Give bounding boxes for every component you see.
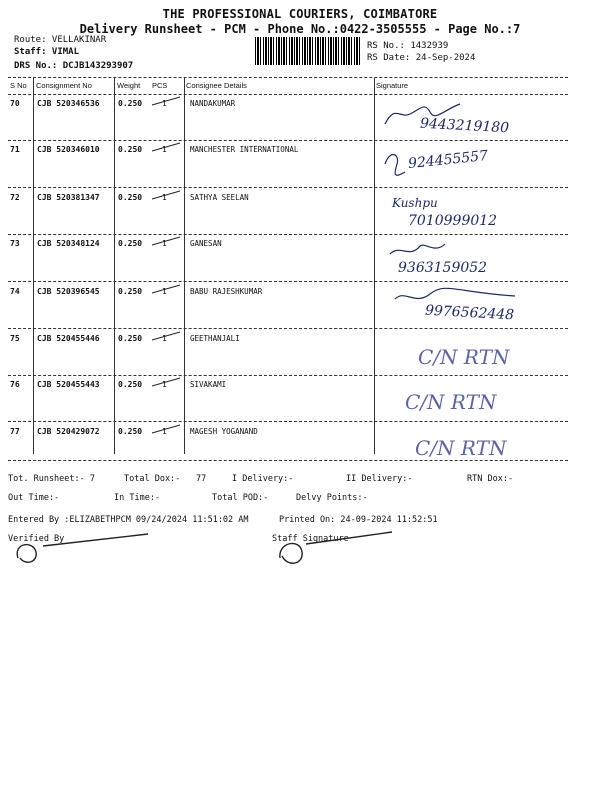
- row-pcs: 1: [162, 287, 167, 296]
- row-weight: 0.250: [118, 427, 143, 436]
- row-consignment: CJB 520346010: [37, 145, 100, 154]
- col-pcs: PCS: [152, 81, 168, 90]
- row-sno: 72: [10, 193, 20, 202]
- col-divider: [33, 78, 34, 454]
- row-consignment: CJB 520396545: [37, 287, 100, 296]
- total-dox-value: 77: [196, 474, 207, 484]
- return-note: C/N RTN: [418, 345, 510, 369]
- col-signature: Signature: [376, 81, 409, 90]
- printed-on: Printed On: 24-09-2024 11:52:51: [279, 515, 438, 525]
- table-bottom-rule: [8, 460, 568, 461]
- total-runsheet: Tot. Runsheet:- 7: [8, 474, 95, 484]
- row-consignment: CJB 520429072: [37, 427, 100, 436]
- return-note: C/N RTN: [415, 436, 507, 460]
- row-pcs: 1: [162, 380, 167, 389]
- company-title: THE PROFESSIONAL COURIERS, COIMBATORE: [162, 7, 438, 21]
- row-consignee: NANDAKUMAR: [190, 99, 236, 108]
- signature-name: Kushpu: [392, 196, 438, 210]
- pcs-ticks: [150, 95, 184, 445]
- row-weight: 0.250: [118, 287, 143, 296]
- staff-signature-stroke: [272, 528, 402, 573]
- row-sno: 74: [10, 287, 20, 296]
- col-sno: S No: [10, 81, 27, 90]
- row-consignee: MAGESH YOGANAND: [190, 427, 258, 436]
- signature-scribbles: [375, 84, 575, 454]
- col-weight: Weight: [117, 81, 141, 90]
- signature-phone: 7010999012: [408, 213, 498, 229]
- out-time: Out Time:-: [8, 493, 60, 503]
- row-sno: 71: [10, 145, 20, 154]
- row-consignee: GANESAN: [190, 239, 222, 248]
- total-pod: Total POD:-: [212, 493, 269, 503]
- rs-number: RS No.: 1432939: [367, 41, 449, 51]
- delivery-points: Delvy Points:-: [296, 493, 368, 503]
- row-consignment: CJB 520455446: [37, 334, 100, 343]
- signature-phone: 9976562448: [424, 302, 515, 324]
- row-weight: 0.250: [118, 193, 143, 202]
- row-pcs: 1: [162, 193, 167, 202]
- row-pcs: 1: [162, 427, 167, 436]
- return-note: C/N RTN: [405, 390, 497, 414]
- row-weight: 0.250: [118, 334, 143, 343]
- row-consignment: CJB 520348124: [37, 239, 100, 248]
- row-consignment: CJB 520455443: [37, 380, 100, 389]
- drs-number: DRS No.: DCJB143293907: [14, 61, 134, 71]
- row-consignee: MANCHESTER INTERNATIONAL: [190, 145, 299, 154]
- route-label: Route: VELLAKINAR: [14, 35, 107, 45]
- row-consignment: CJB 520381347: [37, 193, 100, 202]
- row-pcs: 1: [162, 145, 167, 154]
- staff-signature-label: Staff Signature: [272, 534, 349, 544]
- row-weight: 0.250: [118, 145, 143, 154]
- col-consignment: Consignment No: [36, 81, 92, 90]
- total-dox-label: Total Dox:-: [124, 474, 181, 484]
- row-consignee: SATHYA SEELAN: [190, 193, 249, 202]
- row-weight: 0.250: [118, 239, 143, 248]
- rs-date: RS Date: 24-Sep-2024: [367, 53, 476, 63]
- barcode: [255, 37, 360, 65]
- row-weight: 0.250: [118, 99, 143, 108]
- row-sno: 76: [10, 380, 20, 389]
- col-consignee: Consignee Details: [186, 81, 247, 90]
- header-top-rule: [8, 77, 568, 78]
- row-pcs: 1: [162, 334, 167, 343]
- signature-phone: 9363159052: [398, 260, 488, 276]
- row-sno: 73: [10, 239, 20, 248]
- row-consignee: SIVAKAMI: [190, 380, 227, 389]
- row-sno: 75: [10, 334, 20, 343]
- signature-phone: 924455557: [407, 147, 489, 173]
- ii-delivery: II Delivery:-: [346, 474, 413, 484]
- entered-by: Entered By :ELIZABETHPCM 09/24/2024 11:51:02 AM: [8, 515, 249, 525]
- col-divider: [184, 78, 185, 454]
- staff-label: Staff: VIMAL: [14, 47, 80, 57]
- verified-signature-stroke: [8, 528, 158, 573]
- row-sno: 70: [10, 99, 20, 108]
- verified-by-label: Verified By: [8, 534, 65, 544]
- col-divider: [114, 78, 115, 454]
- row-consignee: GEETHANJALI: [190, 334, 240, 343]
- i-delivery: I Delivery:-: [232, 474, 294, 484]
- signature-phone: 9443219180: [419, 115, 510, 137]
- row-pcs: 1: [162, 239, 167, 248]
- in-time: In Time:-: [114, 493, 161, 503]
- row-weight: 0.250: [118, 380, 143, 389]
- row-pcs: 1: [162, 99, 167, 108]
- row-consignee: BABU RAJESHKUMAR: [190, 287, 263, 296]
- row-sno: 77: [10, 427, 20, 436]
- runsheet-subtitle: Delivery Runsheet - PCM - Phone No.:0422-3505555 - Page No.:7: [79, 22, 521, 36]
- row-consignment: CJB 520346536: [37, 99, 100, 108]
- rtn-dox: RTN Dox:-: [467, 474, 514, 484]
